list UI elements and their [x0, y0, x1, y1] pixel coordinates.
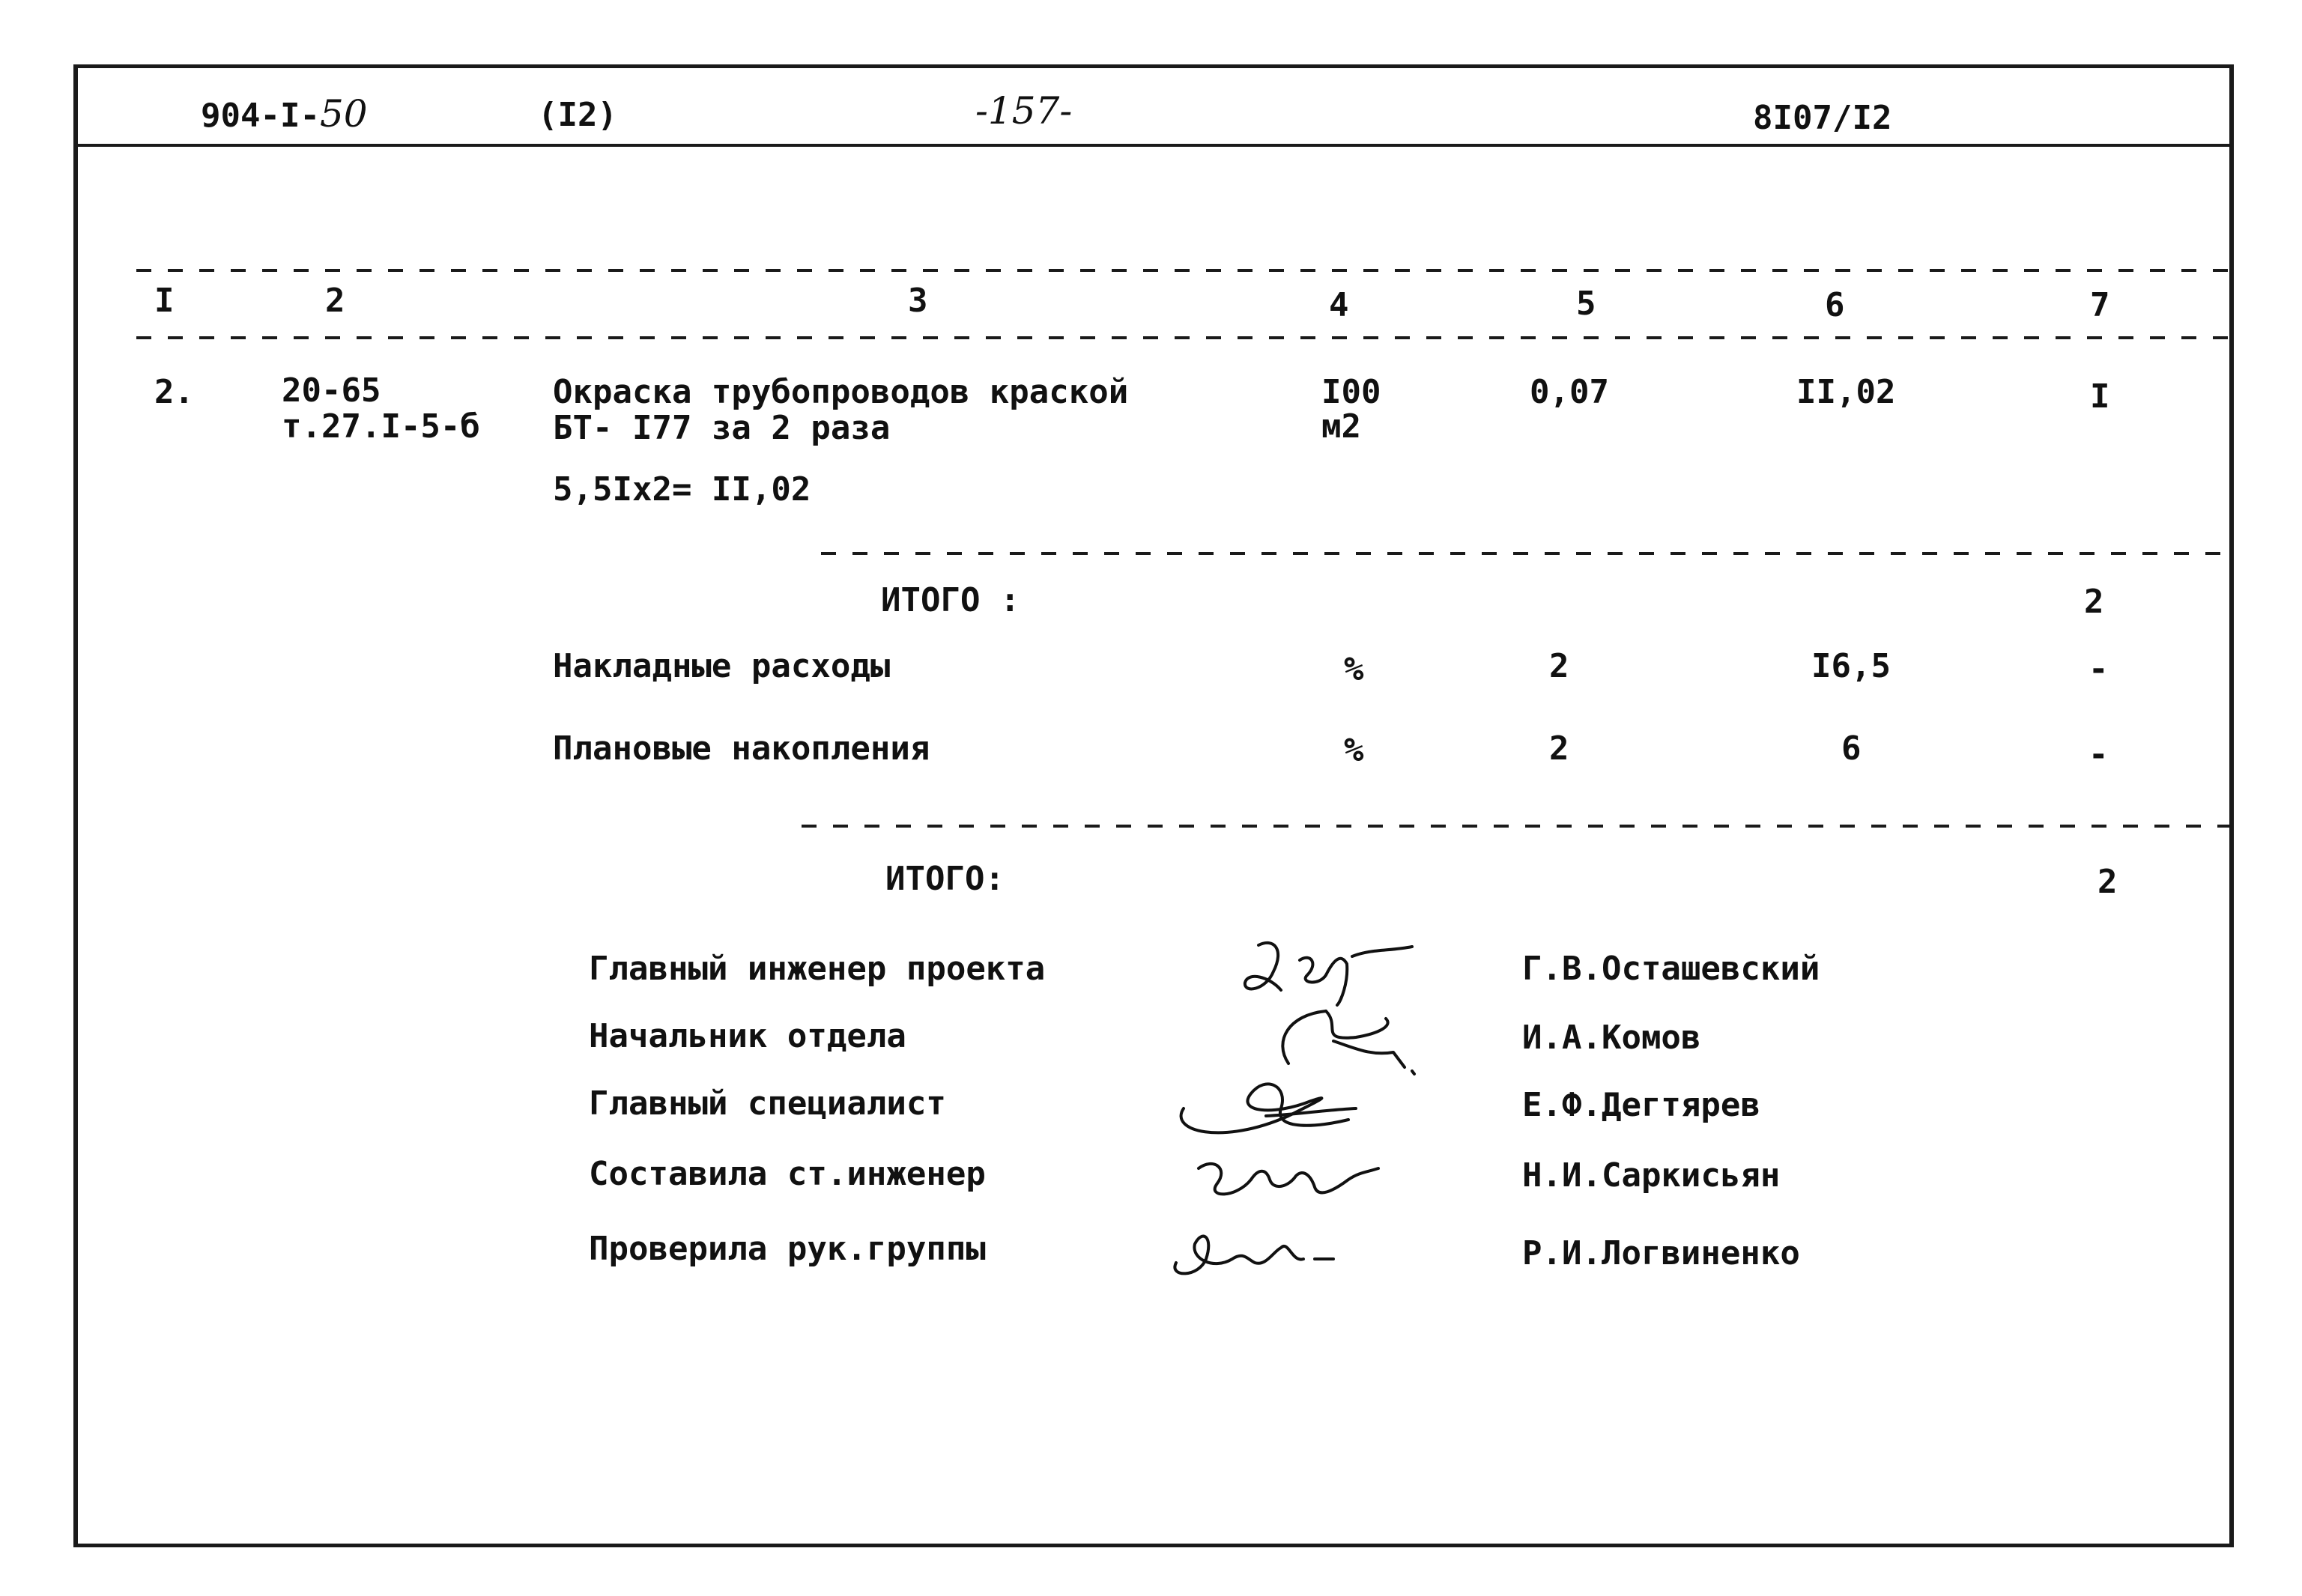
signatory-name: Н.И.Саркисьян: [1522, 1156, 1781, 1195]
signatory-name: Е.Ф.Дегтярев: [1522, 1086, 1760, 1124]
column-number-4: 4: [1329, 286, 1349, 324]
column-number-3: 3: [908, 282, 928, 320]
handwritten-signature-3: [1161, 1064, 1401, 1153]
planned-col7: -: [2089, 735, 2109, 774]
row-calculation: 5,5Ix2= II,02: [553, 470, 811, 509]
subtotal-col7: 2: [2084, 583, 2104, 621]
page-frame: [73, 64, 2234, 1547]
signatory-name: И.А.Комов: [1522, 1019, 1701, 1057]
signatory-role: Главный специалист: [589, 1084, 946, 1123]
signatory-role: Главный инженер проекта: [589, 950, 1046, 988]
row-unit-line2: м2: [1321, 407, 1361, 446]
header-doc-code: [201, 92, 368, 136]
planned-label: Плановые накопления: [553, 729, 930, 768]
header-sheet-number: (I2): [538, 96, 617, 134]
row-description-line1: Окраска трубопроводов краской: [553, 373, 1129, 411]
overhead-label: Накладные расходы: [553, 647, 891, 685]
overhead-col7: -: [2089, 650, 2109, 688]
column-number-5: 5: [1576, 285, 1596, 323]
row-code-line1: 20-65: [282, 371, 381, 410]
signatory-role: Проверила рук.группы: [589, 1230, 986, 1268]
total-label: ИТОГО:: [885, 860, 1005, 898]
subtotal-label: ИТОГО :: [881, 581, 1020, 619]
overhead-col6: I6,5: [1811, 647, 1891, 685]
row-unit-line1: I00: [1321, 373, 1381, 411]
row-number: 2.: [154, 373, 194, 411]
column-number-2: 2: [325, 282, 345, 320]
overhead-col5: 2: [1549, 647, 1569, 685]
row-col7-value: I: [2090, 377, 2110, 416]
row-col6-value: II,02: [1796, 373, 1896, 411]
planned-col6: 6: [1841, 729, 1862, 768]
column-number-7: 7: [2090, 286, 2110, 324]
planned-unit: %: [1344, 731, 1364, 769]
planned-col5: 2: [1549, 729, 1569, 768]
column-number-6: 6: [1825, 286, 1845, 324]
handwritten-signature-5: [1161, 1218, 1356, 1285]
header-divider: [73, 144, 2229, 147]
handwritten-signature-4: [1184, 1146, 1408, 1213]
row-description-line2: БТ- I77 за 2 раза: [553, 409, 891, 447]
row-code-line2: т.27.I-5-б: [282, 407, 480, 446]
column-number-1: I: [154, 282, 175, 320]
doc-code-handwritten: 50: [319, 92, 368, 136]
signatory-name: Г.В.Осташевский: [1522, 950, 1820, 988]
header-page-number: -157-: [975, 89, 1073, 133]
signatory-name: Р.И.Логвиненко: [1522, 1234, 1800, 1272]
signatory-role: Начальник отдела: [589, 1017, 906, 1055]
total-col7: 2: [2097, 863, 2118, 901]
header-order-number: 8I07/I2: [1753, 99, 1892, 137]
overhead-unit: %: [1344, 650, 1364, 688]
row-col5-value: 0,07: [1530, 373, 1609, 411]
doc-code-printed: 904-I-: [201, 97, 320, 135]
signatory-role: Составила ст.инженер: [589, 1155, 986, 1193]
